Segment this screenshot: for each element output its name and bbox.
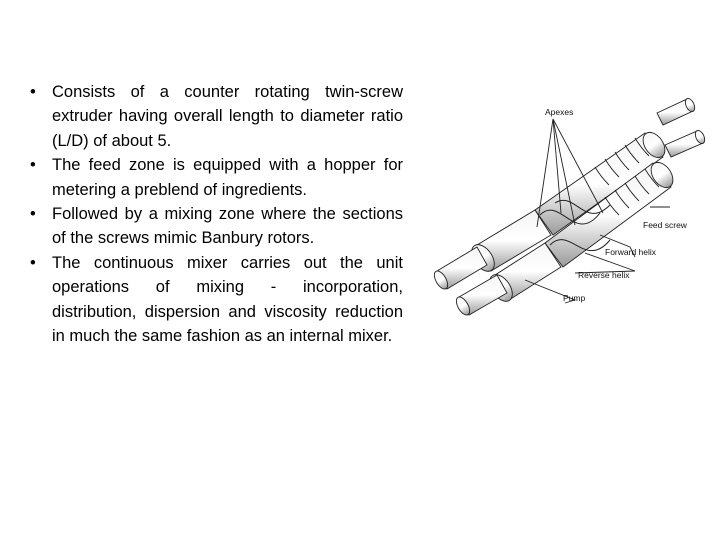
bullet-text: Followed by a mixing zone where the sections of the screws mimic Banbury rotors.: [52, 205, 403, 248]
bullet-marker: •: [30, 205, 36, 224]
twin-screw-mixer-drawing: [425, 95, 710, 330]
label-reverse-helix: Reverse helix: [578, 270, 630, 280]
label-forward-helix: Forward helix: [605, 247, 657, 257]
bullet-marker: •: [30, 83, 36, 101]
bullet-list: [28, 80, 403, 348]
label-feed-screw: Feed screw: [643, 220, 687, 230]
bullet-marker: •: [30, 253, 36, 272]
bullet-item-1: [28, 80, 403, 153]
twin-screw-mixer-figure: [425, 95, 710, 330]
label-apexes: Apexes: [545, 107, 574, 117]
bullet-item-4: [28, 251, 403, 349]
bullet-marker: •: [30, 156, 36, 175]
label-pump: Pump: [563, 293, 586, 303]
bullet-item-3: [28, 202, 403, 251]
bullet-text: The continuous mixer carries out the unit operations of mixing - incorporation, distribution, dispersion and viscosity reduction in much the same fashion as an internal mixer.: [52, 253, 403, 346]
bullet-text: The feed zone is equipped with a hopper for metering a preblend of ingredients.: [52, 156, 403, 199]
bullet-item-2: [28, 153, 403, 202]
bullet-text: Consists of a counter rotating twin-screw extruder having overall length to diameter ratio (L/D) of about 5.: [52, 83, 403, 150]
